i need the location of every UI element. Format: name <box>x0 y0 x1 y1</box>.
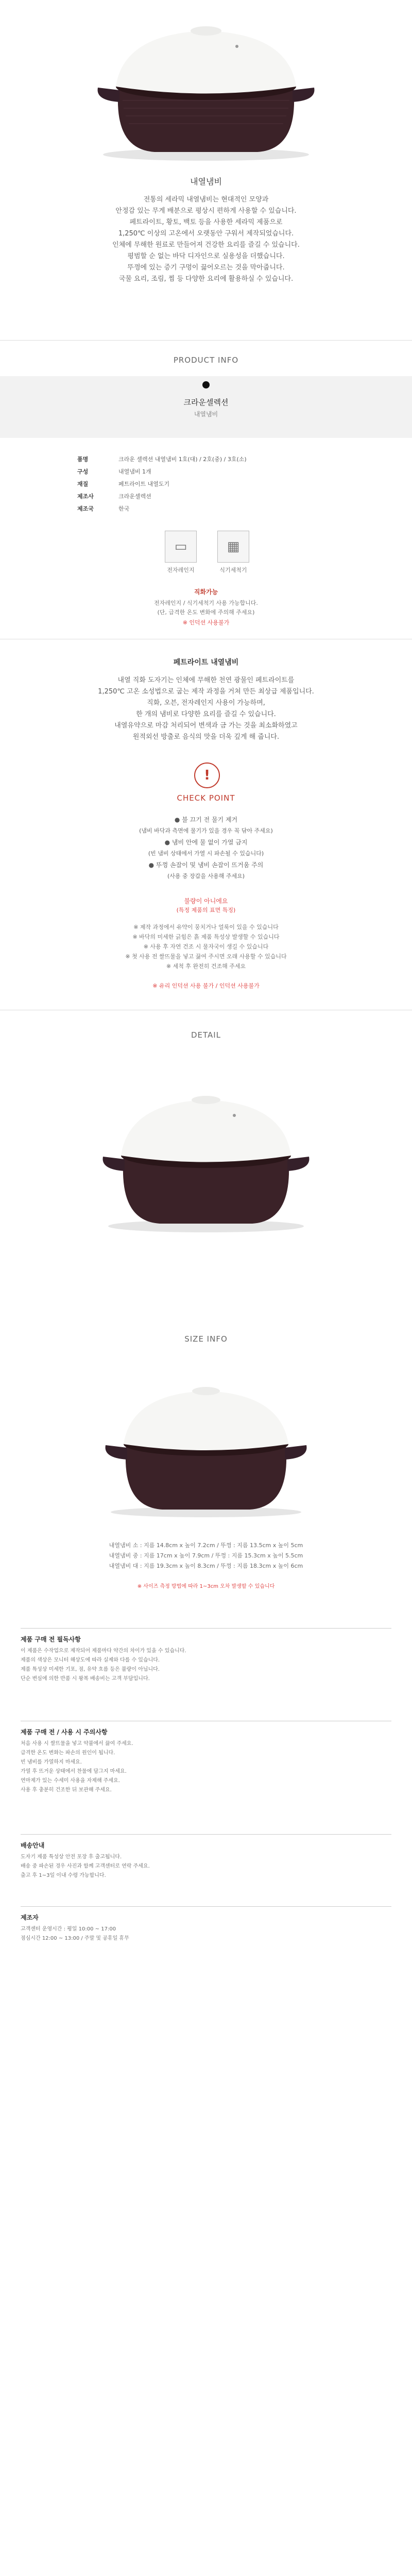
spec-value: 내열냄비 1개 <box>118 468 151 475</box>
usage-icons <box>165 531 249 574</box>
notice-line: 단순 변심에 의한 반품 시 왕복 배송비는 고객 부담입니다. <box>21 1676 150 1682</box>
caution-line-2: (단, 급격한 온도 변화에 주의해 주세요) <box>157 609 255 616</box>
size-row: 내열냄비 소 : 지름 14.8cm x 높이 7.2cm / 뚜껑 : 지름 13.5cm x 높이 5cm <box>109 1542 303 1549</box>
spec-key: 제조사 <box>77 493 94 500</box>
detail-heading: DETAIL <box>191 1030 221 1040</box>
petalite-line: 직화, 오븐, 전자레인지 사용이 가능하며, <box>147 699 265 707</box>
notice-title: 제품 구매 전 / 사용 시 주의사항 <box>21 1728 108 1736</box>
check-notes <box>0 922 412 971</box>
notice-line: 처음 사용 시 쌀뜨물을 넣고 약불에서 끓여 주세요. <box>21 1741 133 1747</box>
hero-desc-6: 평범할 순 없는 바닥 디자인으로 실용성을 더했습니다. <box>127 252 285 260</box>
usage-item <box>165 531 197 574</box>
notice-title: 배송안내 <box>21 1842 45 1849</box>
hero-pot-image <box>0 10 412 165</box>
notice-line: 배송 중 파손된 경우 사진과 함께 고객센터로 연락 주세요. <box>21 1863 150 1869</box>
hero-desc-4: 1,250℃ 이상의 고온에서 오랫동안 구워서 제작되었습니다. <box>118 230 294 238</box>
notice-line: 제품의 색상은 모니터 해상도에 따라 실제와 다를 수 있습니다. <box>21 1657 160 1663</box>
spec-row <box>77 490 335 503</box>
warning-icon: ! <box>194 762 220 788</box>
hero-desc-3: 페트라이트, 황토, 백토 등을 사용한 세라믹 제품으로 <box>129 218 283 226</box>
caution-title: 직화가능 <box>194 588 218 596</box>
notice-line: 급격한 온도 변화는 파손의 원인이 됩니다. <box>21 1750 115 1756</box>
notice-line: 사용 후 충분히 건조한 뒤 보관해 주세요. <box>21 1787 112 1793</box>
spec-value: 한국 <box>118 505 130 512</box>
product-sub: 내열냄비 <box>194 411 218 418</box>
caution-line-1: 전자레인지 / 식기세척기 사용 가능합니다. <box>154 600 258 606</box>
spec-key: 구성 <box>77 468 89 475</box>
hero-desc-2: 안정감 있는 무게 배분으로 평상시 편하게 사용할 수 있습니다. <box>115 207 297 215</box>
notice-purchase <box>21 1628 391 1684</box>
hero-desc-7: 뚜껑에 있는 증기 구멍이 끓어오르는 것을 막아줍니다. <box>127 264 285 272</box>
size-pot-image <box>0 1365 412 1520</box>
spec-key: 품명 <box>77 456 89 463</box>
check-note: ※ 첫 사용 전 쌀뜨물을 넣고 끓여 주시면 오래 사용할 수 있습니다 <box>125 953 287 960</box>
spec-table <box>77 453 335 515</box>
petalite-line: 한 개의 냄비로 다양한 요리를 즐길 수 있습니다. <box>136 710 276 718</box>
spec-value: 크라운 셀렉션 내열냄비 1호(대) / 2호(중) / 3호(소) <box>118 456 247 463</box>
spec-row <box>77 503 335 515</box>
spec-row <box>77 466 335 478</box>
spec-row <box>77 478 335 490</box>
check-line: ● 냄비 안에 물 없이 가열 금지 <box>164 839 248 846</box>
notice-line: 도자기 제품 특성상 안전 포장 후 출고됩니다. <box>21 1854 122 1860</box>
check-note: ※ 사용 후 자연 건조 시 물자국이 생길 수 있습니다 <box>143 943 269 950</box>
product-name: 크라운셀렉션 <box>183 398 229 407</box>
hero-desc-5: 인체에 무해한 원료로 만들어져 건강한 요리를 즐길 수 있습니다. <box>112 241 300 249</box>
check-line: ● 뚜껑 손잡이 및 냄비 손잡이 뜨거움 주의 <box>148 861 264 869</box>
petalite-line: 내열유약으로 마감 처리되어 변색과 금 가는 것을 최소화하였고 <box>114 722 298 730</box>
spec-value: 페트라이트 내열도기 <box>118 481 170 487</box>
check-line: (사용 중 장갑을 사용해 주세요) <box>167 873 245 879</box>
dishwasher-icon: ▦ <box>217 531 249 563</box>
divider <box>0 340 412 341</box>
notice-caution <box>21 1721 391 1795</box>
detail-pot-image <box>0 1072 412 1236</box>
notice-line: 제품 특성상 미세한 기포, 점, 유약 흐름 등은 불량이 아닙니다. <box>21 1667 160 1672</box>
notice-title: 제품 구매 전 필독사항 <box>21 1636 81 1643</box>
usage-item <box>217 531 249 574</box>
hero-section <box>0 175 412 285</box>
petalite-desc <box>0 675 412 743</box>
notice-line: 고객센터 운영시간 : 평일 10:00 ~ 17:00 <box>21 1926 116 1932</box>
red-sub: (특정 제품의 표면 특징) <box>176 907 236 913</box>
check-line: ● 불 끄기 전 물기 제거 <box>174 816 238 823</box>
notice-line: 점심시간 12:00 ~ 13:00 / 주말 및 공휴일 휴무 <box>21 1936 129 1941</box>
red-title: 불량이 아니에요 <box>184 897 228 905</box>
usage-label: 식기세척기 <box>219 567 247 573</box>
petalite-line: 원적외선 방출로 음식의 맛을 더욱 깊게 해 줍니다. <box>132 733 280 741</box>
notice-delivery <box>21 1834 391 1880</box>
notice-line: 가열 후 뜨거운 상태에서 찬물에 담그지 마세요. <box>21 1769 127 1774</box>
size-info-heading: SIZE INFO <box>184 1334 228 1344</box>
product-info-heading: PRODUCT INFO <box>173 355 239 365</box>
size-note: ※ 사이즈 측정 방법에 따라 1~3cm 오차 발생할 수 있습니다 <box>137 1584 275 1589</box>
check-point-heading: CHECK POINT <box>177 793 235 803</box>
check-point-list <box>0 814 412 882</box>
notice-line: 출고 후 1~3일 이내 수령 가능합니다. <box>21 1873 106 1878</box>
check-line: (빈 냄비 상태에서 가열 시 파손될 수 있습니다) <box>148 850 264 857</box>
check-note: ※ 제작 과정에서 유약이 뭉치거나 얼룩이 있을 수 있습니다 <box>133 924 279 930</box>
petalite-line: 1,250℃ 고온 소성법으로 굽는 제작 과정을 거쳐 만든 최상급 제품입니다. <box>98 688 314 696</box>
hero-title: 내열냄비 <box>190 177 222 187</box>
bullet-dot-icon <box>202 381 210 388</box>
caution-red: ※ 인덕션 사용불가 <box>182 619 230 626</box>
notice-line: 연마제가 있는 수세미 사용을 자제해 주세요. <box>21 1778 120 1784</box>
spec-key: 재질 <box>77 481 89 487</box>
size-row: 내열냄비 대 : 지름 19.3cm x 높이 8.3cm / 뚜껑 : 지름 18.3cm x 높이 6cm <box>109 1563 303 1569</box>
petalite-title: 페트라이트 내열냄비 <box>173 658 239 667</box>
notice-line: 빈 냄비를 가열하지 마세요. <box>21 1759 82 1765</box>
size-row: 내열냄비 중 : 지름 17cm x 높이 7.9cm / 뚜껑 : 지름 15.3cm x 높이 5.5cm <box>109 1552 303 1559</box>
spec-value: 크라운셀렉션 <box>118 493 151 500</box>
usage-label: 전자레인지 <box>167 567 195 573</box>
hero-desc-1: 전통의 세라믹 내열냄비는 현대적인 모양과 <box>143 196 269 204</box>
check-note: ※ 세척 후 완전히 건조해 주세요 <box>166 963 246 970</box>
check-line: (냄비 바닥과 측면에 물기가 있을 경우 꼭 닦아 주세요) <box>139 827 273 834</box>
notice-maker <box>21 1906 391 1943</box>
hero-desc-8: 국물 요리, 조림, 찜 등 다양한 요리에 활용하실 수 있습니다. <box>118 275 294 283</box>
check-note: ※ 바닥의 미세한 긁힘은 흙 제품 특성상 발생할 수 있습니다 <box>132 934 280 940</box>
spec-row <box>77 453 335 466</box>
notice-line: 이 제품은 수작업으로 제작되어 제품마다 약간의 차이가 있을 수 있습니다. <box>21 1648 186 1654</box>
notice-title: 제조자 <box>21 1914 39 1921</box>
microwave-icon: ▭ <box>165 531 197 563</box>
size-rows <box>0 1540 412 1571</box>
check-footer: ※ 유리 인덕션 사용 불가 / 인덕션 사용불가 <box>152 982 260 989</box>
spec-key: 제조국 <box>77 505 94 512</box>
petalite-line: 내열 직화 도자기는 인체에 무해한 천연 광물인 페트라이트를 <box>117 676 295 684</box>
